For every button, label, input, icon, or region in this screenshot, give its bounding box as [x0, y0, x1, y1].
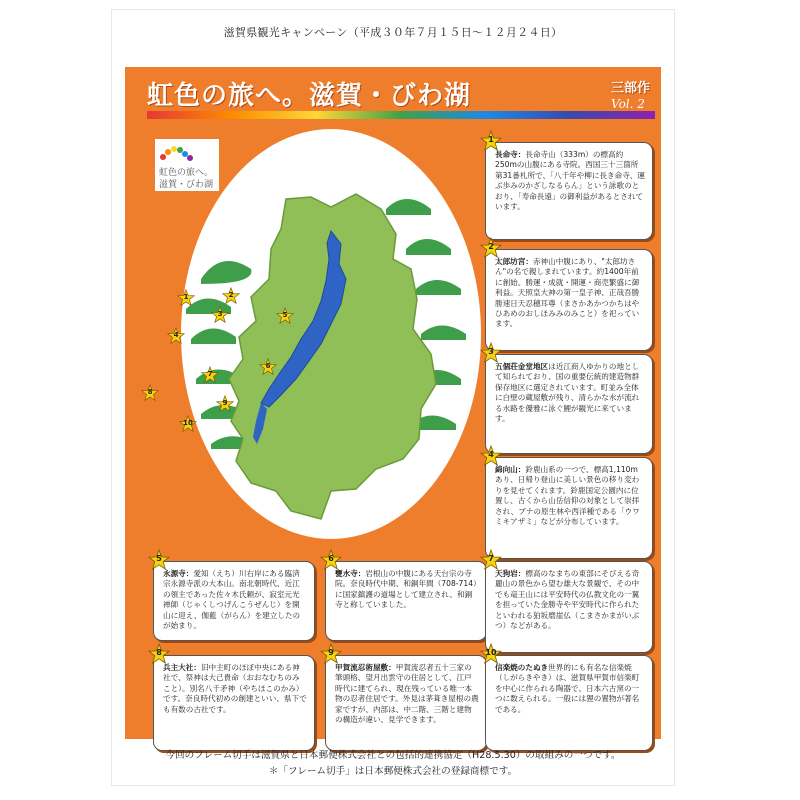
info-box-title: 信楽焼のたぬき — [495, 663, 549, 672]
info-box-text: 長命寺山（333m）の標高約250mの山腹にある寺院。西国三十三箇所第31番札所で、「八千年や柳に長き命寺、運ぶ歩みのかざしなるらん」という詠歌のとおり、「寿命長遠」の御利益があるとされています。 — [495, 150, 645, 212]
stamp-sheet — [112, 10, 674, 785]
info-box-5 — [153, 561, 315, 641]
rainbow-dots-icon — [157, 143, 197, 163]
info-box-9 — [325, 655, 487, 751]
info-box-title: 兵主大社： — [163, 663, 201, 672]
number-star-6: 6 — [320, 549, 342, 571]
number-star-3: 3 — [480, 342, 502, 364]
map-star-marker-6: 6 — [259, 358, 277, 376]
info-box-6 — [325, 561, 487, 641]
title-series: 三部作 — [611, 81, 651, 96]
mountain — [386, 199, 431, 215]
logo-line2: 滋賀・びわ湖 — [159, 180, 214, 190]
number-star-1: 1 — [480, 130, 502, 152]
number-star-7: 7 — [480, 549, 502, 571]
mountain — [416, 280, 461, 295]
mountain — [406, 239, 451, 255]
info-box-title: 甲賀流忍術屋敷： — [335, 663, 396, 672]
map-star-marker-8: 8 — [141, 384, 159, 402]
info-box-2 — [485, 249, 653, 351]
info-box-title: 天狗岩： — [495, 569, 526, 578]
info-box-text: は近江商人ゆかりの地として知られており、国の重要伝統的建造物群保存地区に選定されています。町並み全体に白壁の蔵屋敷が残り、清らかな水が流れる水路を優雅に泳ぐ鯉が観光に来ています。 — [495, 362, 640, 424]
info-box-text: 標高のなまちの東部にそびえる奇麗山の景色から望む雄大な景観で、その中でも竜王山には平安時代の仏教文化の一翼を担っていた金勝寺や平安時代に作られたといわれる狛坂磨崖仏（こまさかまがいぶつ）などがある。 — [495, 569, 640, 631]
info-box-text: 岩根山の中腹にある天台宗の寺院。奈良時代中期、和銅年間（708-714）に国家鎮護の道場として建立され、和銅寺と称していました。 — [335, 569, 477, 610]
info-box-title: 綿向山： — [495, 465, 526, 474]
campaign-logo — [155, 139, 219, 191]
info-box-text: 愛知（えち）川右岸にある臨済宗永源寺派の大本山。南北朝時代、近江の領主であった佐々木氏頼が、寂室元光禅師（じゃくしつげんこうぜんじ）を開山に迎え、伽藍（がらん）を建立したのが始まり。 — [163, 569, 301, 631]
info-box-text: 旧中主町のほぼ中央にある神社で、祭神は大己貴命（おおなむちのみこと）。別名八千矛神（やちほこのかみ）です。奈良時代初めの創建といい、県下でも有数の古社です。 — [163, 663, 307, 714]
main-title: 虹色の旅へ。滋賀・びわ湖 — [147, 81, 472, 111]
logo-line1: 虹色の旅へ。 — [159, 168, 214, 178]
map-star-marker-5: 5 — [276, 307, 294, 325]
map-star-marker-10: 10 — [179, 415, 197, 433]
info-box-text: 世界的にも有名な信楽焼（しがらきやき）は、滋賀県甲賀市信楽町を中心に作られる陶器で、日本六古窯の一つに数えられる。一般には狸の置物が著名である。 — [495, 663, 640, 714]
map-star-marker-4: 4 — [167, 327, 185, 345]
info-box-text: 甲賀流忍者五十三家の筆頭格、望月出雲守の住居として、江戸時代に建てられ、現在残っている唯一本物の忍者住居です。外見は茅葺き屋根の農家ですが、内部は、中二階、三階と建物の構造が違い、見学できます。 — [335, 663, 479, 725]
number-star-10: 10 — [480, 643, 502, 665]
map-star-marker-2: 2 — [222, 287, 240, 305]
info-box-title: 長命寺： — [495, 150, 526, 159]
mountain — [201, 261, 251, 284]
info-box-1 — [485, 142, 653, 240]
info-box-title: 太郎坊宮： — [495, 257, 533, 266]
map-star-marker-3: 3 — [211, 306, 229, 324]
map-star-marker-7: 7 — [201, 366, 219, 384]
info-box-title: 永源寺： — [163, 569, 194, 578]
info-box-8 — [153, 655, 315, 751]
info-box-7 — [485, 561, 653, 653]
footer-trademark: ＊「フレーム切手」は日本郵便株式会社の登録商標です。 — [268, 766, 518, 777]
number-star-8: 8 — [148, 643, 170, 665]
title-volume: Vol. 2 — [611, 97, 645, 111]
shiga-map — [181, 139, 481, 539]
number-star-5: 5 — [148, 549, 170, 571]
map-star-marker-1: 1 — [177, 289, 195, 307]
info-box-3 — [485, 354, 653, 454]
info-box-title: 甕水寺： — [335, 569, 366, 578]
number-star-9: 9 — [320, 643, 342, 665]
orange-panel — [125, 67, 661, 739]
info-box-4 — [485, 457, 653, 559]
number-star-4: 4 — [480, 445, 502, 467]
map-star-marker-9: 9 — [216, 395, 234, 413]
mountain — [421, 326, 466, 341]
mountain — [191, 328, 236, 344]
campaign-header: 滋賀県観光キャンペーン（平成３０年７月１５日～１２月２４日） — [223, 26, 563, 39]
footer-note: 今回のフレーム切手は滋賀県と日本郵便株式会社との包括的連携協定（H28.5.30）の取組みの一つです。 — [165, 750, 621, 761]
info-box-text: 赤神山中腹にあり、"太郎坊さん"の名で親しまれています。約1400年前に創始。勝運・成就・開運・商売繁盛に御利益。天照皇大神の第一皇子神、正哉吾勝勝速日天忍穂耳尊（まさかあかつかちはやひあめのおしほみみのみこと）を祀っています。 — [495, 257, 640, 329]
rainbow-stripe — [147, 111, 655, 119]
info-box-10 — [485, 655, 653, 751]
info-box-title: 五個荘金堂地区 — [495, 362, 549, 371]
number-star-2: 2 — [480, 237, 502, 259]
info-box-text: 鈴鹿山系の一つで、標高1,110mあり、日帰り登山に美しい景色の移り変わりを見せてくれます。鈴鹿国定公園内に位置し、古くから山岳信仰の対象として崇拝され、ブナの原生林や西洋種である「ウワミキアザミ」などが分布しています。 — [495, 465, 640, 527]
